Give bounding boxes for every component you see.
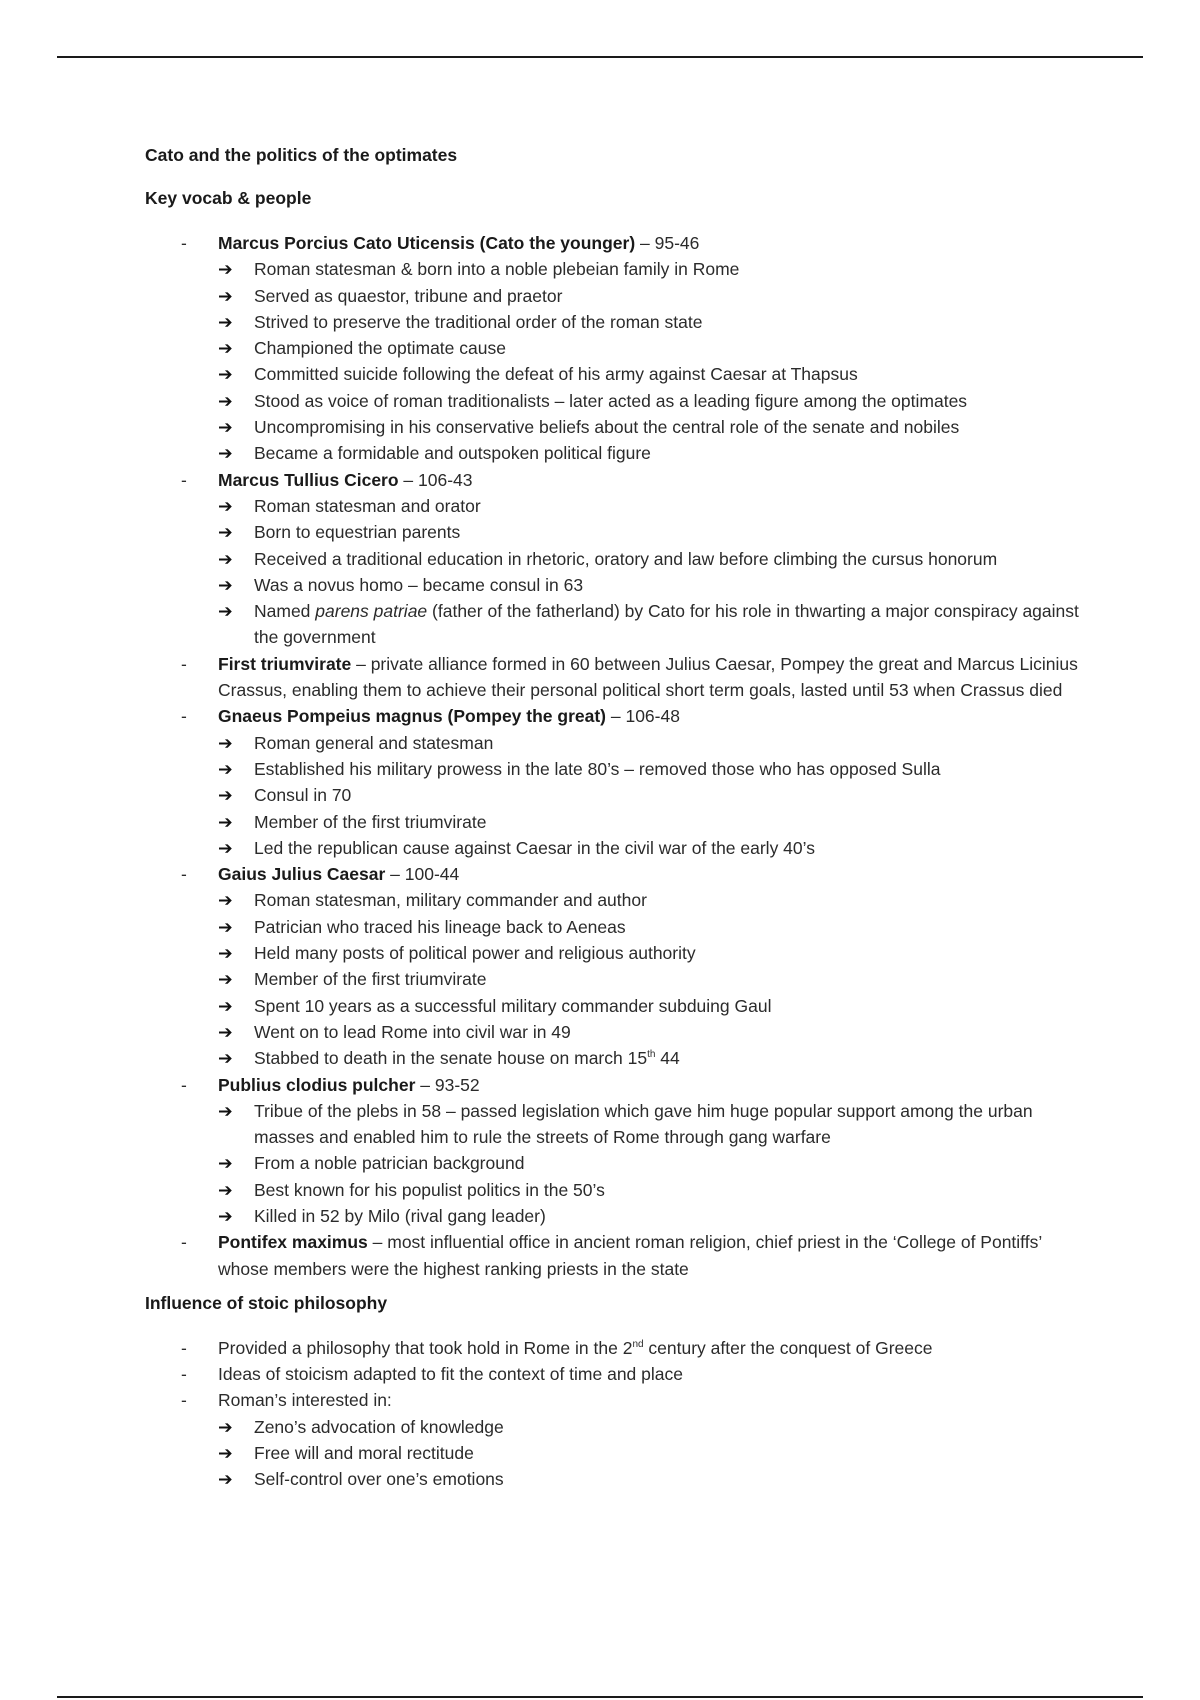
entry-term: Publius clodius pulcher (218, 1074, 416, 1095)
list-item-text: Free will and moral rectitude (254, 1443, 474, 1464)
dash-bullet: - (181, 864, 187, 885)
entry-detail: – 100-44 (385, 864, 460, 885)
list-item-text: Held many posts of political power and religious authority (254, 943, 696, 964)
list-item (218, 283, 1085, 309)
dash-bullet: - (181, 1074, 187, 1095)
entry-detail: – 95-46 (635, 233, 700, 253)
entry-pompey (145, 703, 1085, 861)
list-item (218, 782, 1085, 808)
arrow-icon: ➔ (218, 1416, 233, 1437)
document-body (145, 144, 1085, 1493)
list-item-text: Served as quaestor, tribune and praetor (254, 285, 563, 306)
arrow-icon: ➔ (218, 574, 233, 595)
arrow-list (218, 493, 1085, 651)
entry-first-triumvirate (145, 651, 1085, 704)
list-item-text: Spent 10 years as a successful military commander subduing Gaul (254, 995, 772, 1016)
page-title: Cato and the politics of the optimates (145, 145, 458, 165)
list-item (218, 1466, 1085, 1492)
stoic-list (145, 1335, 1085, 1493)
list-item-text: Member of the first triumvirate (254, 969, 487, 990)
stoic-item-1 (145, 1335, 1085, 1361)
list-item (218, 388, 1085, 414)
list-item-text: Born to equestrian parents (254, 522, 461, 543)
arrow-list (218, 256, 1085, 466)
list-item (218, 256, 1085, 282)
latin-term: parens patriae (315, 601, 428, 622)
list-item (218, 1440, 1085, 1466)
arrow-list (218, 1414, 1085, 1493)
list-item (218, 730, 1085, 756)
list-item (218, 572, 1085, 598)
list-item-text: Roman’s interested in: (218, 1390, 392, 1411)
arrow-icon: ➔ (218, 890, 233, 911)
list-item-text: century after the conquest of Greece (643, 1337, 933, 1358)
list-item-text: Consul in 70 (254, 785, 352, 806)
list-item (218, 1203, 1085, 1229)
arrow-icon: ➔ (218, 758, 233, 779)
list-item-text: Went on to lead Rome into civil war in 49 (254, 1021, 571, 1042)
entry-caesar (145, 861, 1085, 1071)
dash-bullet: - (181, 469, 187, 490)
list-item (218, 1150, 1085, 1176)
list-item (218, 414, 1085, 440)
arrow-list (218, 730, 1085, 861)
arrow-list (218, 887, 1085, 1071)
arrow-icon: ➔ (218, 285, 233, 306)
list-item-text: Roman statesman and orator (254, 495, 481, 516)
entry-clodius (145, 1072, 1085, 1230)
entry-detail: – most influential office in ancient roman religion, chief priest in the ‘College of Pontiffs’ whose members were the highest ranking priests in the state (218, 1232, 1042, 1279)
list-item-text: Self-control over one’s emotions (254, 1469, 504, 1490)
list-item-text: Established his military prowess in the late 80’s – removed those who has opposed Sulla (254, 758, 941, 779)
list-item-text: (father of the fatherland) by Cato for his role in thwarting a major conspiracy against the government (254, 601, 1079, 648)
list-item-text: Roman statesman, military commander and author (254, 890, 647, 911)
entry-term: Marcus Porcius Cato Uticensis (Cato the younger) (218, 233, 636, 253)
arrow-icon: ➔ (218, 811, 233, 832)
arrow-icon: ➔ (218, 522, 233, 543)
stoic-item-2 (145, 1361, 1085, 1387)
list-item (218, 519, 1085, 545)
entry-cato (145, 230, 1085, 467)
entry-cicero (145, 467, 1085, 651)
entry-detail: – 106-43 (398, 469, 473, 490)
list-item (218, 309, 1085, 335)
list-item (218, 598, 1085, 651)
arrow-icon: ➔ (218, 311, 233, 332)
stoic-item-3 (145, 1387, 1085, 1492)
list-item-text: Led the republican cause against Caesar in the civil war of the early 40’s (254, 837, 815, 858)
entry-term: Gnaeus Pompeius magnus (Pompey the great) (218, 706, 606, 727)
arrow-icon: ➔ (218, 995, 233, 1016)
list-item (218, 966, 1085, 992)
entry-term: Gaius Julius Caesar (218, 864, 386, 885)
arrow-icon: ➔ (218, 1021, 233, 1042)
dash-bullet: - (181, 706, 187, 727)
arrow-icon: ➔ (218, 785, 233, 806)
list-item-text: Roman general and statesman (254, 732, 494, 753)
list-item (218, 914, 1085, 940)
list-item (218, 1098, 1085, 1151)
list-item (218, 887, 1085, 913)
list-item (218, 1177, 1085, 1203)
list-item-text: Committed suicide following the defeat of his army against Caesar at Thapsus (254, 364, 858, 385)
arrow-icon: ➔ (218, 390, 233, 411)
list-item-text: Stood as voice of roman traditionalists – later acted as a leading figure among the optimates (254, 390, 968, 411)
arrow-icon: ➔ (218, 1100, 233, 1121)
entry-detail: – 106-48 (606, 706, 680, 727)
ordinal-suffix: th (647, 1049, 656, 1061)
list-item-text: Stabbed to death in the senate house on march 15 (254, 1048, 648, 1069)
arrow-icon: ➔ (218, 443, 233, 464)
list-item (218, 809, 1085, 835)
list-item-text: Patrician who traced his lineage back to Aeneas (254, 916, 626, 937)
list-item-text: Roman statesman & born into a noble plebeian family in Rome (254, 259, 740, 280)
list-item (218, 835, 1085, 861)
ordinal-suffix: nd (632, 1339, 644, 1351)
arrow-icon: ➔ (218, 969, 233, 990)
arrow-icon: ➔ (218, 364, 233, 385)
list-item-text: 44 (655, 1048, 680, 1069)
arrow-icon: ➔ (218, 1443, 233, 1464)
list-item-text: From a noble patrician background (254, 1153, 525, 1174)
list-item-text: Became a formidable and outspoken political figure (254, 443, 651, 464)
arrow-icon: ➔ (218, 916, 233, 937)
footer-rule (57, 1696, 1143, 1698)
section-heading-key-vocab: Key vocab & people (145, 188, 312, 208)
dash-bullet: - (181, 1337, 187, 1358)
arrow-icon: ➔ (218, 837, 233, 858)
list-item (218, 940, 1085, 966)
list-item-text: Ideas of stoicism adapted to fit the context of time and place (218, 1364, 683, 1385)
key-vocab-list (145, 230, 1085, 1282)
dash-bullet: - (181, 233, 187, 253)
arrow-list (218, 1098, 1085, 1229)
entry-detail: – 93-52 (415, 1074, 480, 1095)
dash-bullet: - (181, 653, 187, 674)
entry-term: Pontifex maximus (218, 1232, 368, 1253)
header-rule (57, 56, 1143, 58)
list-item-text: Named (254, 601, 316, 622)
list-item (218, 440, 1085, 466)
list-item-text: Tribue of the plebs in 58 – passed legislation which gave him huge popular support among the urban masses and enabled him to rule the streets of Rome through gang warfare (254, 1100, 1033, 1148)
entry-term: Marcus Tullius Cicero (218, 469, 399, 490)
list-item (218, 756, 1085, 782)
arrow-icon: ➔ (218, 417, 233, 438)
list-item-text: Uncompromising in his conservative beliefs about the central role of the senate and nobiles (254, 417, 960, 438)
dash-bullet: - (181, 1232, 187, 1253)
arrow-icon: ➔ (218, 943, 233, 964)
list-item-text: Was a novus homo – became consul in 63 (254, 574, 584, 595)
entry-term: First triumvirate (218, 653, 352, 674)
spacer (145, 1282, 1085, 1292)
arrow-icon: ➔ (218, 548, 233, 569)
list-item (218, 1045, 1085, 1071)
list-item (218, 1414, 1085, 1440)
list-item (218, 546, 1085, 572)
list-item (218, 335, 1085, 361)
list-item-text: Strived to preserve the traditional order of the roman state (254, 311, 703, 332)
arrow-icon: ➔ (218, 1153, 233, 1174)
list-item-text: Zeno’s advocation of knowledge (254, 1416, 504, 1437)
arrow-icon: ➔ (218, 601, 233, 622)
list-item-text: Member of the first triumvirate (254, 811, 487, 832)
dash-bullet: - (181, 1390, 187, 1411)
dash-bullet: - (181, 1364, 187, 1385)
entry-detail: – private alliance formed in 60 between Julius Caesar, Pompey the great and Marcus Licinius Crassus, enabling them to achieve their personal political short term goals, lasted until 53 when Crassus died (218, 653, 1078, 701)
list-item (218, 1019, 1085, 1045)
list-item (218, 493, 1085, 519)
list-item-text: Killed in 52 by Milo (rival gang leader) (254, 1205, 546, 1226)
arrow-icon: ➔ (218, 732, 233, 753)
arrow-icon: ➔ (218, 1205, 233, 1226)
section-heading-stoic: Influence of stoic philosophy (145, 1292, 388, 1313)
list-item-text: Championed the optimate cause (254, 338, 506, 359)
list-item-text: Best known for his populist politics in the 50’s (254, 1179, 605, 1200)
list-item-text: Received a traditional education in rhetoric, oratory and law before climbing the cursus honorum (254, 548, 998, 569)
arrow-icon: ➔ (218, 1179, 233, 1200)
list-item-text: Provided a philosophy that took hold in Rome in the 2 (218, 1337, 633, 1358)
arrow-icon: ➔ (218, 1048, 233, 1069)
arrow-icon: ➔ (218, 259, 233, 280)
arrow-icon: ➔ (218, 495, 233, 516)
arrow-icon: ➔ (218, 1469, 233, 1490)
list-item (218, 361, 1085, 387)
entry-pontifex-maximus (145, 1229, 1085, 1282)
arrow-icon: ➔ (218, 338, 233, 359)
list-item (218, 993, 1085, 1019)
